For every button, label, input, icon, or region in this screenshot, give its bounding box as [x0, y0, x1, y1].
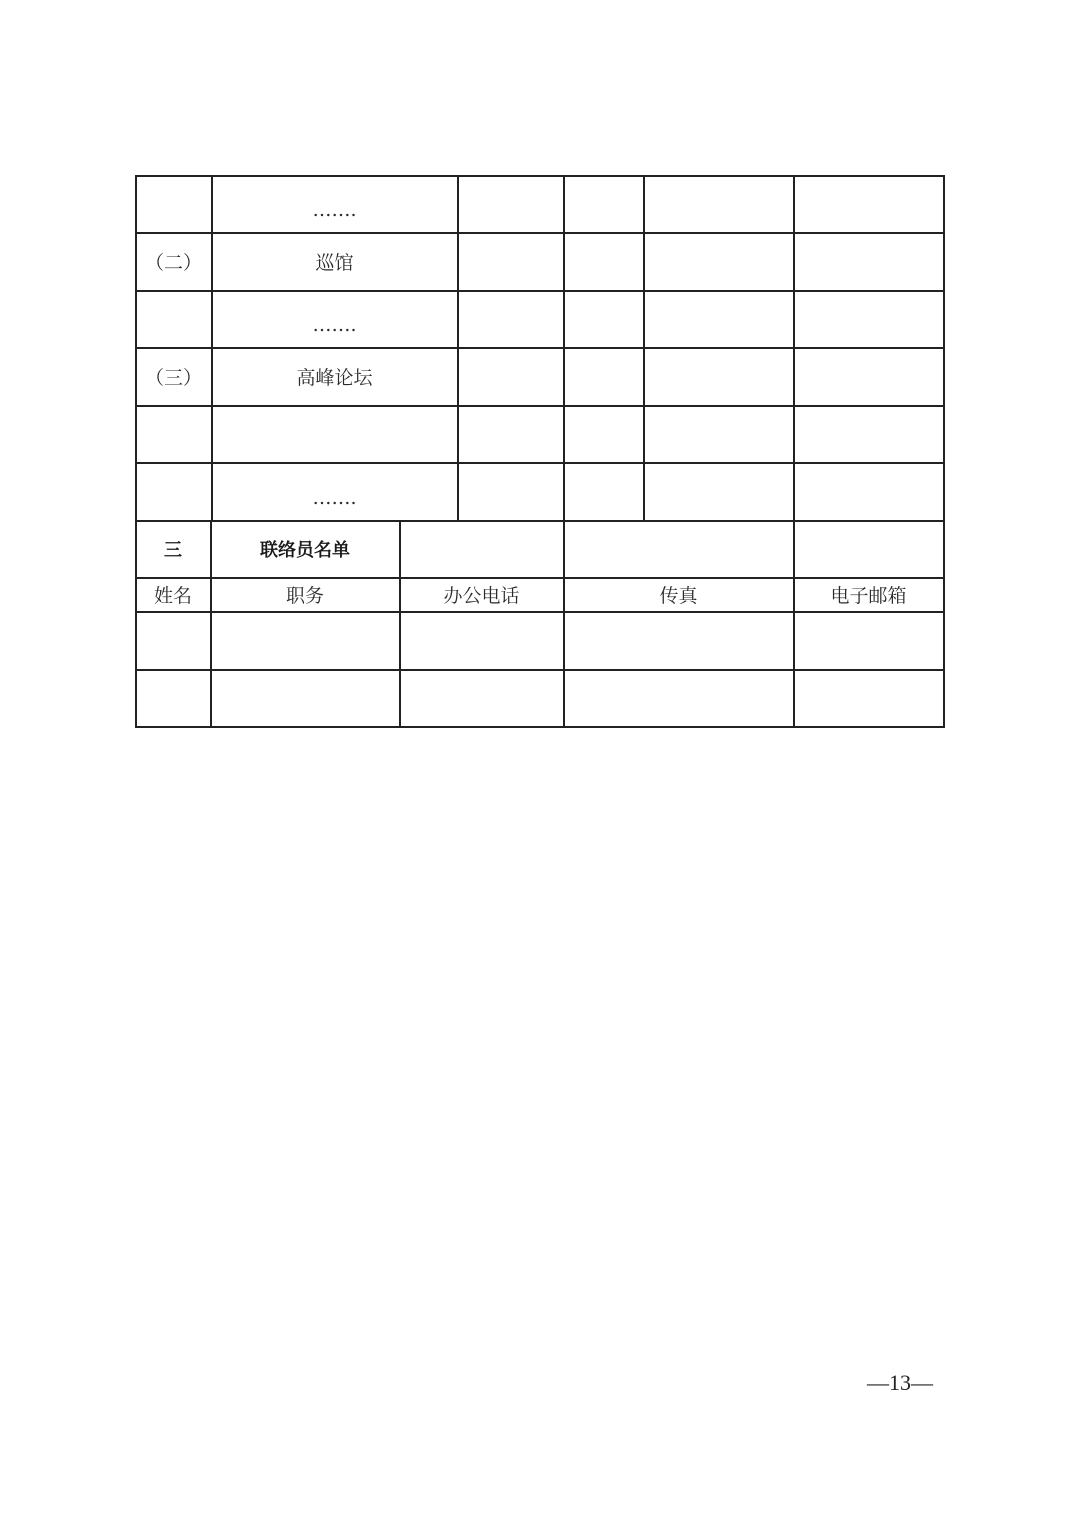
activity-row-6-index — [136, 463, 211, 520]
contact-row-1-phone — [400, 612, 563, 669]
column-divider — [643, 175, 645, 520]
column-divider — [793, 175, 795, 520]
contact-row-1-position — [211, 612, 399, 669]
activity-row-1-index — [136, 176, 211, 232]
activity-row-1-content: ……. — [312, 199, 357, 221]
header-office-phone: 办公电话 — [443, 585, 520, 607]
contact-row-2-position — [211, 670, 399, 726]
section-title: 联络员名单 — [260, 540, 350, 561]
table-border-bottom — [135, 726, 945, 728]
activity-row-5-content — [212, 406, 457, 462]
contact-row-2-email — [794, 670, 943, 726]
activity-row-5-index — [136, 406, 211, 462]
contact-row-2-phone — [400, 670, 563, 726]
activity-row-3-content: ……. — [312, 314, 357, 336]
activity-row-4-content: 高峰论坛 — [296, 367, 373, 389]
header-position: 职务 — [285, 585, 324, 607]
activity-row-2-content: 巡馆 — [315, 252, 354, 274]
contact-row-2-fax — [564, 670, 793, 726]
page-number: —13— — [867, 1370, 933, 1395]
section-number: 三 — [164, 540, 182, 561]
header-email: 电子邮箱 — [830, 585, 907, 607]
contact-row-1-name — [136, 612, 210, 669]
table-border-right — [943, 175, 945, 728]
column-divider — [457, 175, 459, 520]
activity-row-4-index: （三） — [144, 367, 202, 389]
activity-row-3-index — [136, 291, 211, 347]
activity-row-2-index: （二） — [144, 252, 202, 274]
contact-row-1-email — [794, 612, 943, 669]
contact-row-2-name — [136, 670, 210, 726]
contact-row-1-fax — [564, 612, 793, 669]
column-divider — [563, 175, 565, 520]
header-name: 姓名 — [153, 585, 192, 607]
header-fax: 传真 — [659, 585, 698, 607]
activity-row-6-content: ……. — [312, 486, 357, 509]
